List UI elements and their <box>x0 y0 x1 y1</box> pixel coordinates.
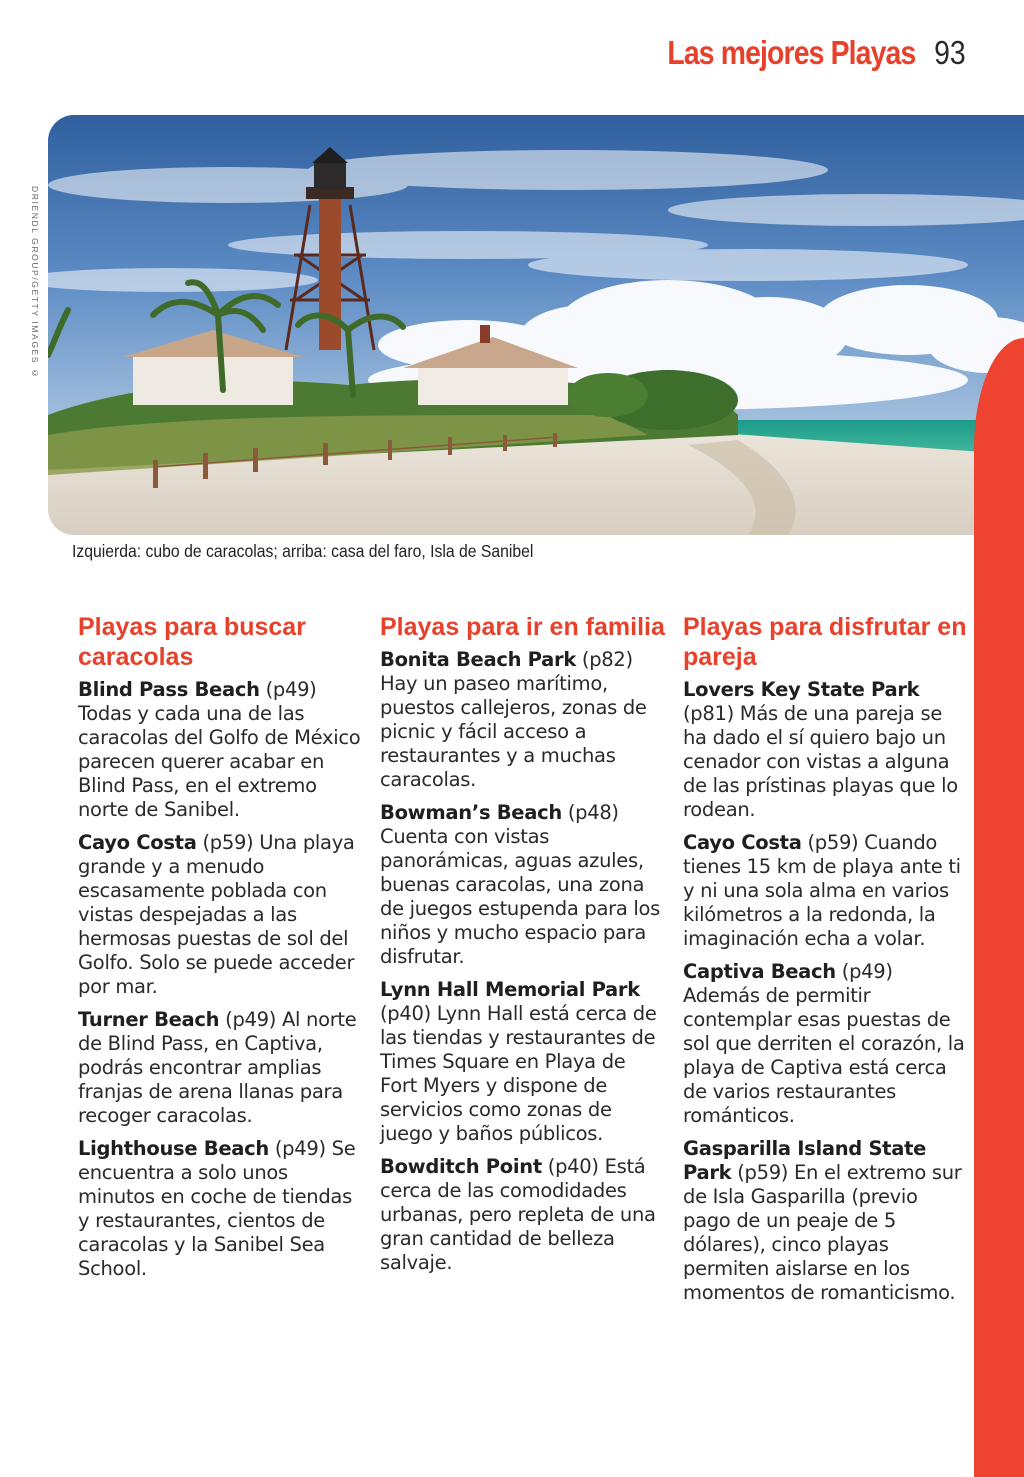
beach-entry <box>78 1137 363 1281</box>
section-title: Las mejores Playas <box>667 34 916 71</box>
beach-description: (p40) Lynn Hall está cerca de las tiendas y restaurantes de Times Square en Playa de Fort Myers y dispone de servicios como zonas de juego y baños públicos. <box>380 1002 657 1145</box>
beach-name: Lynn Hall Memorial Park <box>380 978 640 1001</box>
beach-description: (p49) Todas y cada una de las caracolas del Golfo de México parecen querer acabar en Blind Pass, en el extremo norte de Sanibel. <box>78 678 361 821</box>
chapter-tab <box>974 338 1024 1477</box>
column-heading: Playas para disfrutar en pareja <box>683 613 967 671</box>
beach-name: Bonita Beach Park <box>380 648 576 671</box>
beach-entry <box>380 648 665 792</box>
photo-caption: Izquierda: cubo de caracolas; arriba: casa del faro, Isla de Sanibel <box>72 541 534 561</box>
lighthouse-photo <box>48 115 1024 535</box>
column-heading: Playas para ir en familia <box>380 613 665 641</box>
beach-entry <box>683 960 968 1128</box>
beach-description: (p40) Está cerca de las comodidades urbanas, pero repleta de una gran cantidad de belleza salvaje. <box>380 1155 656 1274</box>
beach-description: (p59) En el extremo sur de Isla Gasparilla (previo pago de un peaje de 5 dólares), cinco playas permiten aislarse en los momentos de romanticismo. <box>683 1161 962 1304</box>
beach-description: (p82) Hay un paseo marítimo, puestos callejeros, zonas de picnic y fácil acceso a restaurantes y a muchas caracolas. <box>380 648 647 791</box>
photo-credit: DRIENDL GROUP/GETTY IMAGES © <box>30 186 40 380</box>
beach-description: (p81) Más de una pareja se ha dado el sí quiero bajo un cenador con vistas a alguna de las prístinas playas que lo rodean. <box>683 702 958 821</box>
beach-name: Bowman’s Beach <box>380 801 562 824</box>
page-number: 93 <box>934 34 966 71</box>
beach-name: Cayo Costa <box>78 831 197 854</box>
beach-entry <box>683 1137 968 1305</box>
beach-description: (p59) Cuando tienes 15 km de playa ante ti y ni una sola alma en varios kilómetros a la redonda, la imaginación echa a volar. <box>683 831 961 950</box>
beach-entry <box>78 1008 363 1128</box>
beach-entry <box>380 978 665 1146</box>
beach-name: Blind Pass Beach <box>78 678 260 701</box>
beach-name: Turner Beach <box>78 1008 220 1031</box>
beach-name: Captiva Beach <box>683 960 836 983</box>
beach-name: Lovers Key State Park <box>683 678 920 701</box>
beach-description: (p59) Una playa grande y a menudo escasamente poblada con vistas despejadas a las hermosas puestas de sol del Golfo. Solo se puede acceder por mar. <box>78 831 355 998</box>
beach-entry <box>380 801 665 969</box>
beach-description: (p48) Cuenta con vistas panorámicas, aguas azules, buenas caracolas, una zona de juegos estupenda para los niños y mucho espacio para disfrutar. <box>380 801 661 968</box>
beach-entry <box>78 831 363 999</box>
beach-name: Gasparilla Island State Park <box>683 1137 927 1184</box>
beach-entry <box>380 1155 665 1275</box>
beach-name: Cayo Costa <box>683 831 802 854</box>
column-couple-beaches <box>683 612 968 1314</box>
column-family-beaches <box>380 612 665 1284</box>
beach-description: (p49) Se encuentra a solo unos minutos en coche de tiendas y restaurantes, cientos de caracolas y la Sanibel Sea School. <box>78 1137 356 1280</box>
beach-description: (p49) Al norte de Blind Pass, en Captiva, podrás encontrar amplias franjas de arena llanas para recoger caracolas. <box>78 1008 357 1127</box>
column-heading: Playas para buscar caracolas <box>78 613 306 671</box>
beach-name: Bowditch Point <box>380 1155 542 1178</box>
page-header <box>627 34 966 72</box>
beach-name: Lighthouse Beach <box>78 1137 269 1160</box>
beach-entry <box>683 678 968 822</box>
beach-description: (p49) Además de permitir contemplar esas puestas de sol que derriten el corazón, la playa de Captiva está cerca de varios restaurantes románticos. <box>683 960 965 1127</box>
beach-entry <box>78 678 363 822</box>
beach-entry <box>683 831 968 951</box>
column-shell-beaches <box>78 612 363 1290</box>
